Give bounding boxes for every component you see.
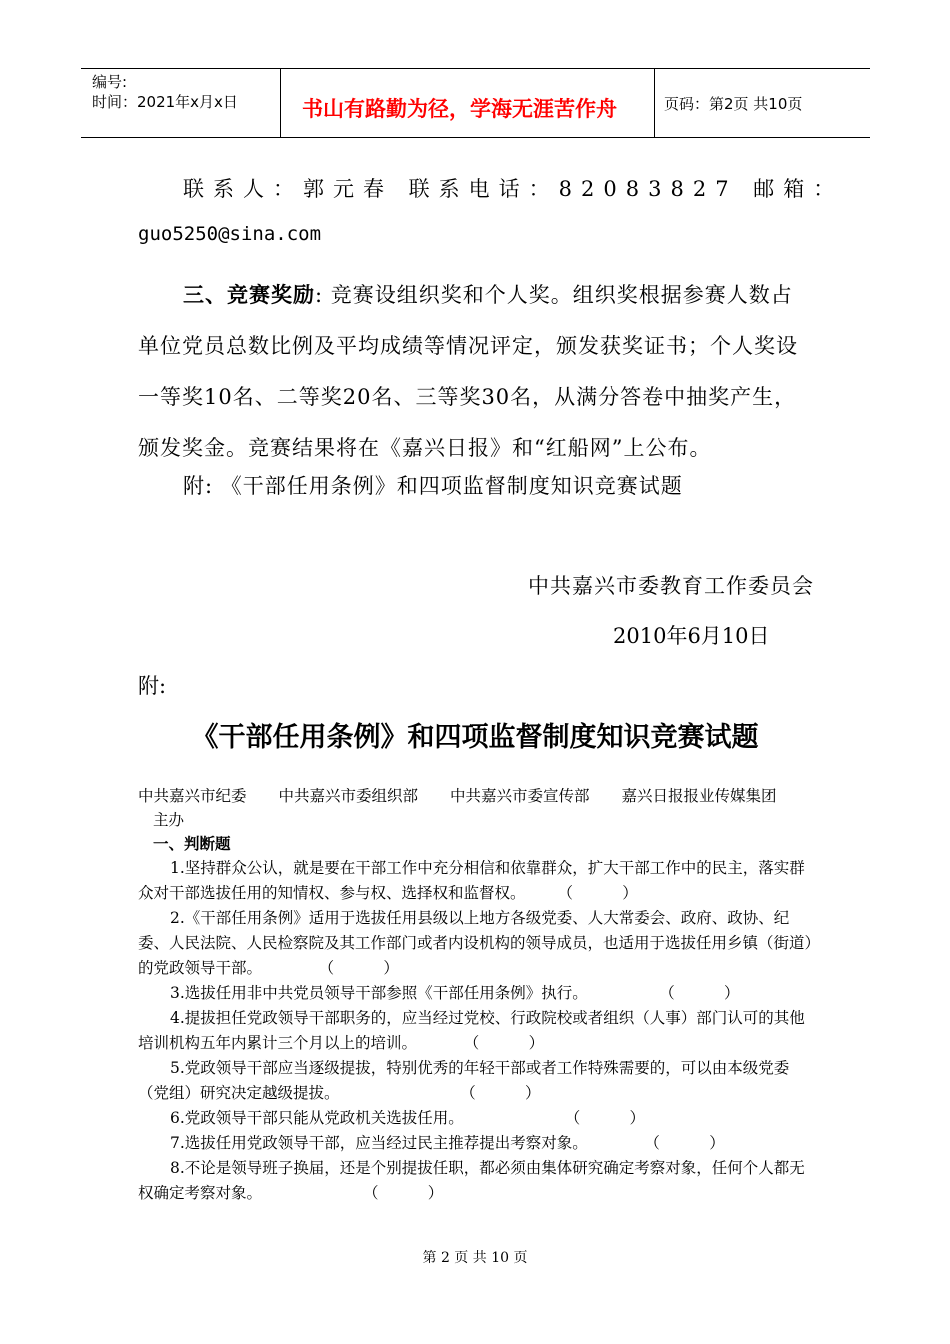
answer-blank: （ ） (371, 1084, 541, 1102)
page-footer: 第 2 页 共 10 页 (422, 1250, 528, 1266)
answer-blank: （ ） (557, 884, 638, 902)
header-meta-cell (81, 69, 281, 137)
question-text: 2.《干部任用条例》适用于选拔任用县级以上地方各级党委、人大常委会、政府、政协、纪委、人民法院、人民检察院及其工作部门或者内设机构的领导成员，也适用于选拔任用乡镇（街道）的党政领导干部。 (138, 909, 813, 977)
award-paragraph (138, 270, 814, 474)
question-item (138, 1056, 814, 1106)
organizer-item: 中共嘉兴市委组织部 (278, 787, 419, 805)
attachment-label: 附: (138, 674, 167, 698)
question-text: 3.选拔任用非中共党员领导干部参照《干部任用条例》执行。 (170, 984, 588, 1002)
organizer-item: 嘉兴日报报业传媒集团 (621, 787, 777, 805)
signature-date: 2010年6月10日 (613, 624, 770, 648)
question-item (138, 1006, 814, 1056)
organizer-item: 中共嘉兴市委宣传部 (450, 787, 590, 805)
signature-org: 中共嘉兴市委教育工作委员会 (528, 574, 814, 598)
contact-line: 联系人：郭元春 联系电话：82083827 邮箱： (183, 177, 844, 201)
document-number-label: 编号: (92, 73, 128, 91)
question-text: 4.提拔担任党政领导干部职务的，应当经过党校、行政院校或者组织（人事）部门认可的其他培训机构五年内累计三个月以上的培训。 (138, 1009, 805, 1052)
answer-blank: （ ） (619, 1134, 725, 1152)
contact-email: guo5250@sina.com (138, 223, 322, 245)
question-item (138, 1131, 814, 1156)
question-item (138, 981, 814, 1006)
answer-blank: （ ） (294, 959, 399, 977)
question-text: 8.不论是领导班子换届，还是个别提拔任职，都必须由集体研究确定考察对象，任何个人都无权确定考察对象。 (138, 1159, 805, 1202)
question-text: 6.党政领导干部只能从党政机关选拔任用。 (170, 1109, 464, 1127)
header-page-cell (654, 69, 870, 137)
award-text: : 竞赛设组织奖和个人奖。组织奖根据参赛人数占单位党员总数比例及平均成绩等情况评定，颁发获奖证书；个人奖设一等奖10名、二等奖20名、三等奖30名，从满分答卷中抽奖产生，颁发奖金。竞赛结果将在《嘉兴日报》和“红船网”上公布。 (138, 283, 798, 460)
answer-blank: （ ） (495, 1109, 646, 1127)
question-text: 5.党政领导干部应当逐级提拔，特别优秀的年轻干部或者工作特殊需要的，可以由本级党委（党组）研究决定越级提拔。 (138, 1059, 790, 1102)
attachment-line: 附: 《干部任用条例》和四项监督制度知识竞赛试题 (183, 474, 683, 498)
question-text: 7.选拔任用党政领导干部，应当经过民主推荐提出考察对象。 (170, 1134, 588, 1152)
answer-blank: （ ） (294, 1184, 444, 1202)
header-motto: 书山有路勤为径，学海无涯苦作舟 (302, 97, 617, 121)
section-title: 一、判断题 (153, 835, 231, 853)
header-motto-cell (280, 69, 655, 137)
organizers-line (138, 784, 777, 806)
question-item (138, 1156, 814, 1206)
question-item (138, 906, 814, 981)
header-page-number: 页码：第2页 共10页 (664, 95, 803, 113)
host-label: 主办 (153, 811, 185, 829)
award-heading: 三、竞赛奖励 (183, 283, 315, 307)
document-time-label: 时间：2021年x月x日 (92, 93, 238, 111)
answer-blank: （ ） (619, 984, 740, 1002)
question-text: 1.坚持群众公认，就是要在干部工作中充分相信和依靠群众，扩大干部工作中的民主，落实群众对干部选拔任用的知情权、参与权、选择权和监督权。 (138, 859, 805, 902)
answer-blank: （ ） (449, 1034, 545, 1052)
document-title: 《干部任用条例》和四项监督制度知识竞赛试题 (191, 722, 759, 753)
page-header (81, 68, 870, 138)
question-item (138, 856, 814, 906)
organizer-item: 中共嘉兴市纪委 (138, 787, 247, 805)
question-item (138, 1106, 814, 1131)
